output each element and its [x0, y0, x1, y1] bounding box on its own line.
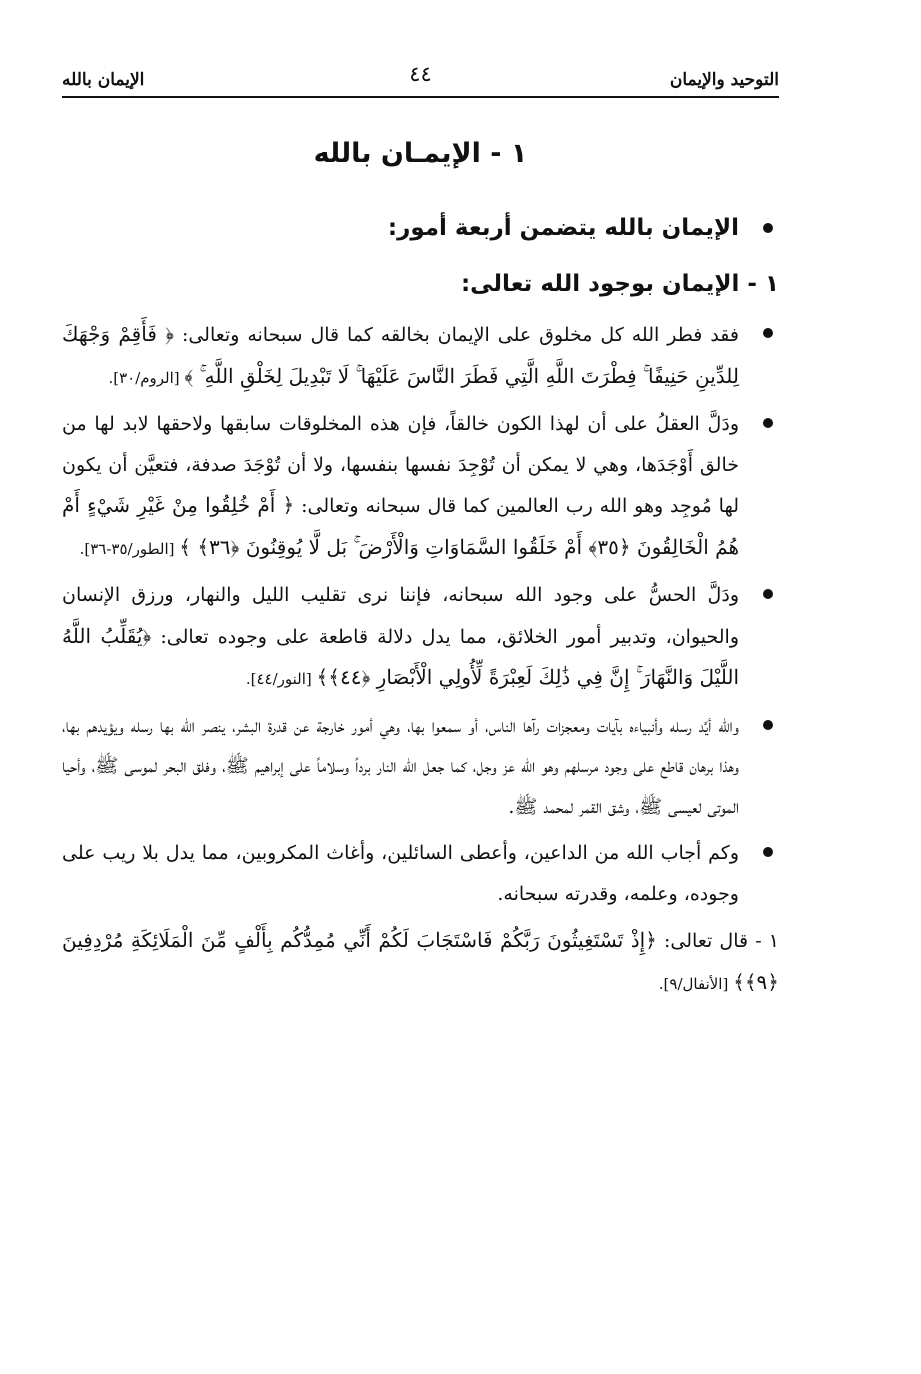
paragraph-text: ودَلَّ العقلُ على أن لهذا الكون خالقاً، فإن هذه المخلوقات سابقها ولاحقها لابد لها من خالق أَوْجَدَها، وهي لا يمكن أن تُوْجِدَ نفسها بنفسها، ولا أن تُوْجَدَ صدفة، فتعيَّن أن يكون لها مُوجِد وهو الله رب العالمين كما قال سبحانه وتعالى:	[62, 413, 739, 517]
header-divider	[62, 96, 779, 98]
numbered-text: ١ - قال تعالى:	[656, 930, 779, 952]
paragraph-reason	[62, 404, 779, 569]
page-body	[62, 210, 779, 1004]
bullet-icon	[763, 328, 773, 338]
page-number: ٤٤	[409, 62, 432, 86]
paragraph-text: وكم أجاب الله من الداعين، وأعطى السائلين، وأغاث المكروبين، مما يدل بلا ريب على وجوده، وعلمه، وقدرته سبحانه.	[62, 842, 739, 905]
bullet-icon	[763, 720, 773, 730]
section-title: ١ - الإيمـان بالله	[313, 138, 528, 169]
paragraph-answered-prayers	[62, 833, 779, 914]
quran-verse: ﴿إِذْ تَسْتَغِيثُونَ رَبَّكُمْ فَاسْتَجَابَ لَكُمْ أَنِّي مُمِدُّكُم بِأَلْفٍ مِّنَ الْمَلَائِكَةِ مُرْدِفِينَ ﴿٩﴾﴾	[62, 928, 779, 994]
verse-citation: [الأنفال/٩].	[658, 974, 734, 993]
numbered-evidence-1	[62, 920, 779, 1004]
chapter-title: الإيمان بالله	[62, 70, 145, 90]
intro-bullet-text: الإيمان بالله يتضمن أربعة أمور:	[387, 215, 739, 241]
running-header	[62, 62, 779, 96]
paragraph-text: ودَلَّ الحسُّ على وجود الله سبحانه، فإننا نرى تقليب الليل والنهار، ورزق الإنسان والحيوان، وتدبير أمور الخلائق، مما يدل دلالة قاطعة على وجوده تعالى:	[62, 584, 740, 648]
verse-citation: [الطور/٣٥-٣٦].	[79, 539, 180, 558]
quran-verse: ﴿ فَأَقِمْ وَجْهَكَ لِلدِّينِ حَنِيفًا ۚ فِطْرَتَ اللَّهِ الَّتِي فَطَرَ النَّاسَ عَلَيْهَا ۚ لَا تَبْدِيلَ لِخَلْقِ اللَّهِ ۚ ﴾	[62, 322, 739, 388]
bullet-icon	[763, 223, 773, 233]
bullet-icon	[763, 847, 773, 857]
paragraph-text: فقد فطر الله كل مخلوق على الإيمان بخالقه كما قال سبحانه وتعالى:	[174, 324, 739, 346]
paragraph-miracles	[62, 706, 779, 828]
quran-verse: ﴿ أَمْ خُلِقُوا مِنْ غَيْرِ شَيْءٍ أَمْ هُمُ الْخَالِقُونَ ﴿٣٥﴾ أَمْ خَلَقُوا السَّمَاوَاتِ وَالْأَرْضَ ۚ بَل لَّا يُوقِنُونَ ﴿٣٦﴾ ﴾	[62, 493, 739, 559]
paragraph-fitra	[62, 314, 779, 398]
bullet-icon	[763, 418, 773, 428]
paragraph-senses	[62, 575, 779, 700]
book-title: التوحيد والإيمان	[669, 70, 779, 90]
intro-bullet	[62, 210, 779, 246]
paragraph-text: والله أيَّد رسله وأنبياءه بآيات ومعجزات رآها الناس، أو سمعوا بها، وهي أمور خارجة عن قدرة البشر، ينصر الله بها رسله ويؤيدهم بها، وهذا برهان قاطع على وجود مرسلهم وهو الله عز وجل، كما جعل الله النار برداً وسلاماً على إبراهيم ﷺ، وفلق البحر لموسى ﷺ، وأحيا الموتى لعيسى ﷺ، وشق القمر لمحمد ﷺ.	[62, 714, 739, 818]
quran-verse: ﴿يُقَلِّبُ اللَّهُ اللَّيْلَ وَالنَّهَارَ ۚ إِنَّ فِي ذَٰلِكَ لَعِبْرَةً لِّأُولِي الْأَبْصَارِ ﴿٤٤﴾﴾	[62, 623, 739, 689]
verse-citation: [النور/٤٤].	[245, 670, 317, 688]
verse-citation: [الروم/٣٠].	[108, 368, 185, 387]
point-one-heading: ١ - الإيمان بوجود الله تعالى:	[460, 271, 779, 297]
bullet-icon	[763, 589, 773, 599]
